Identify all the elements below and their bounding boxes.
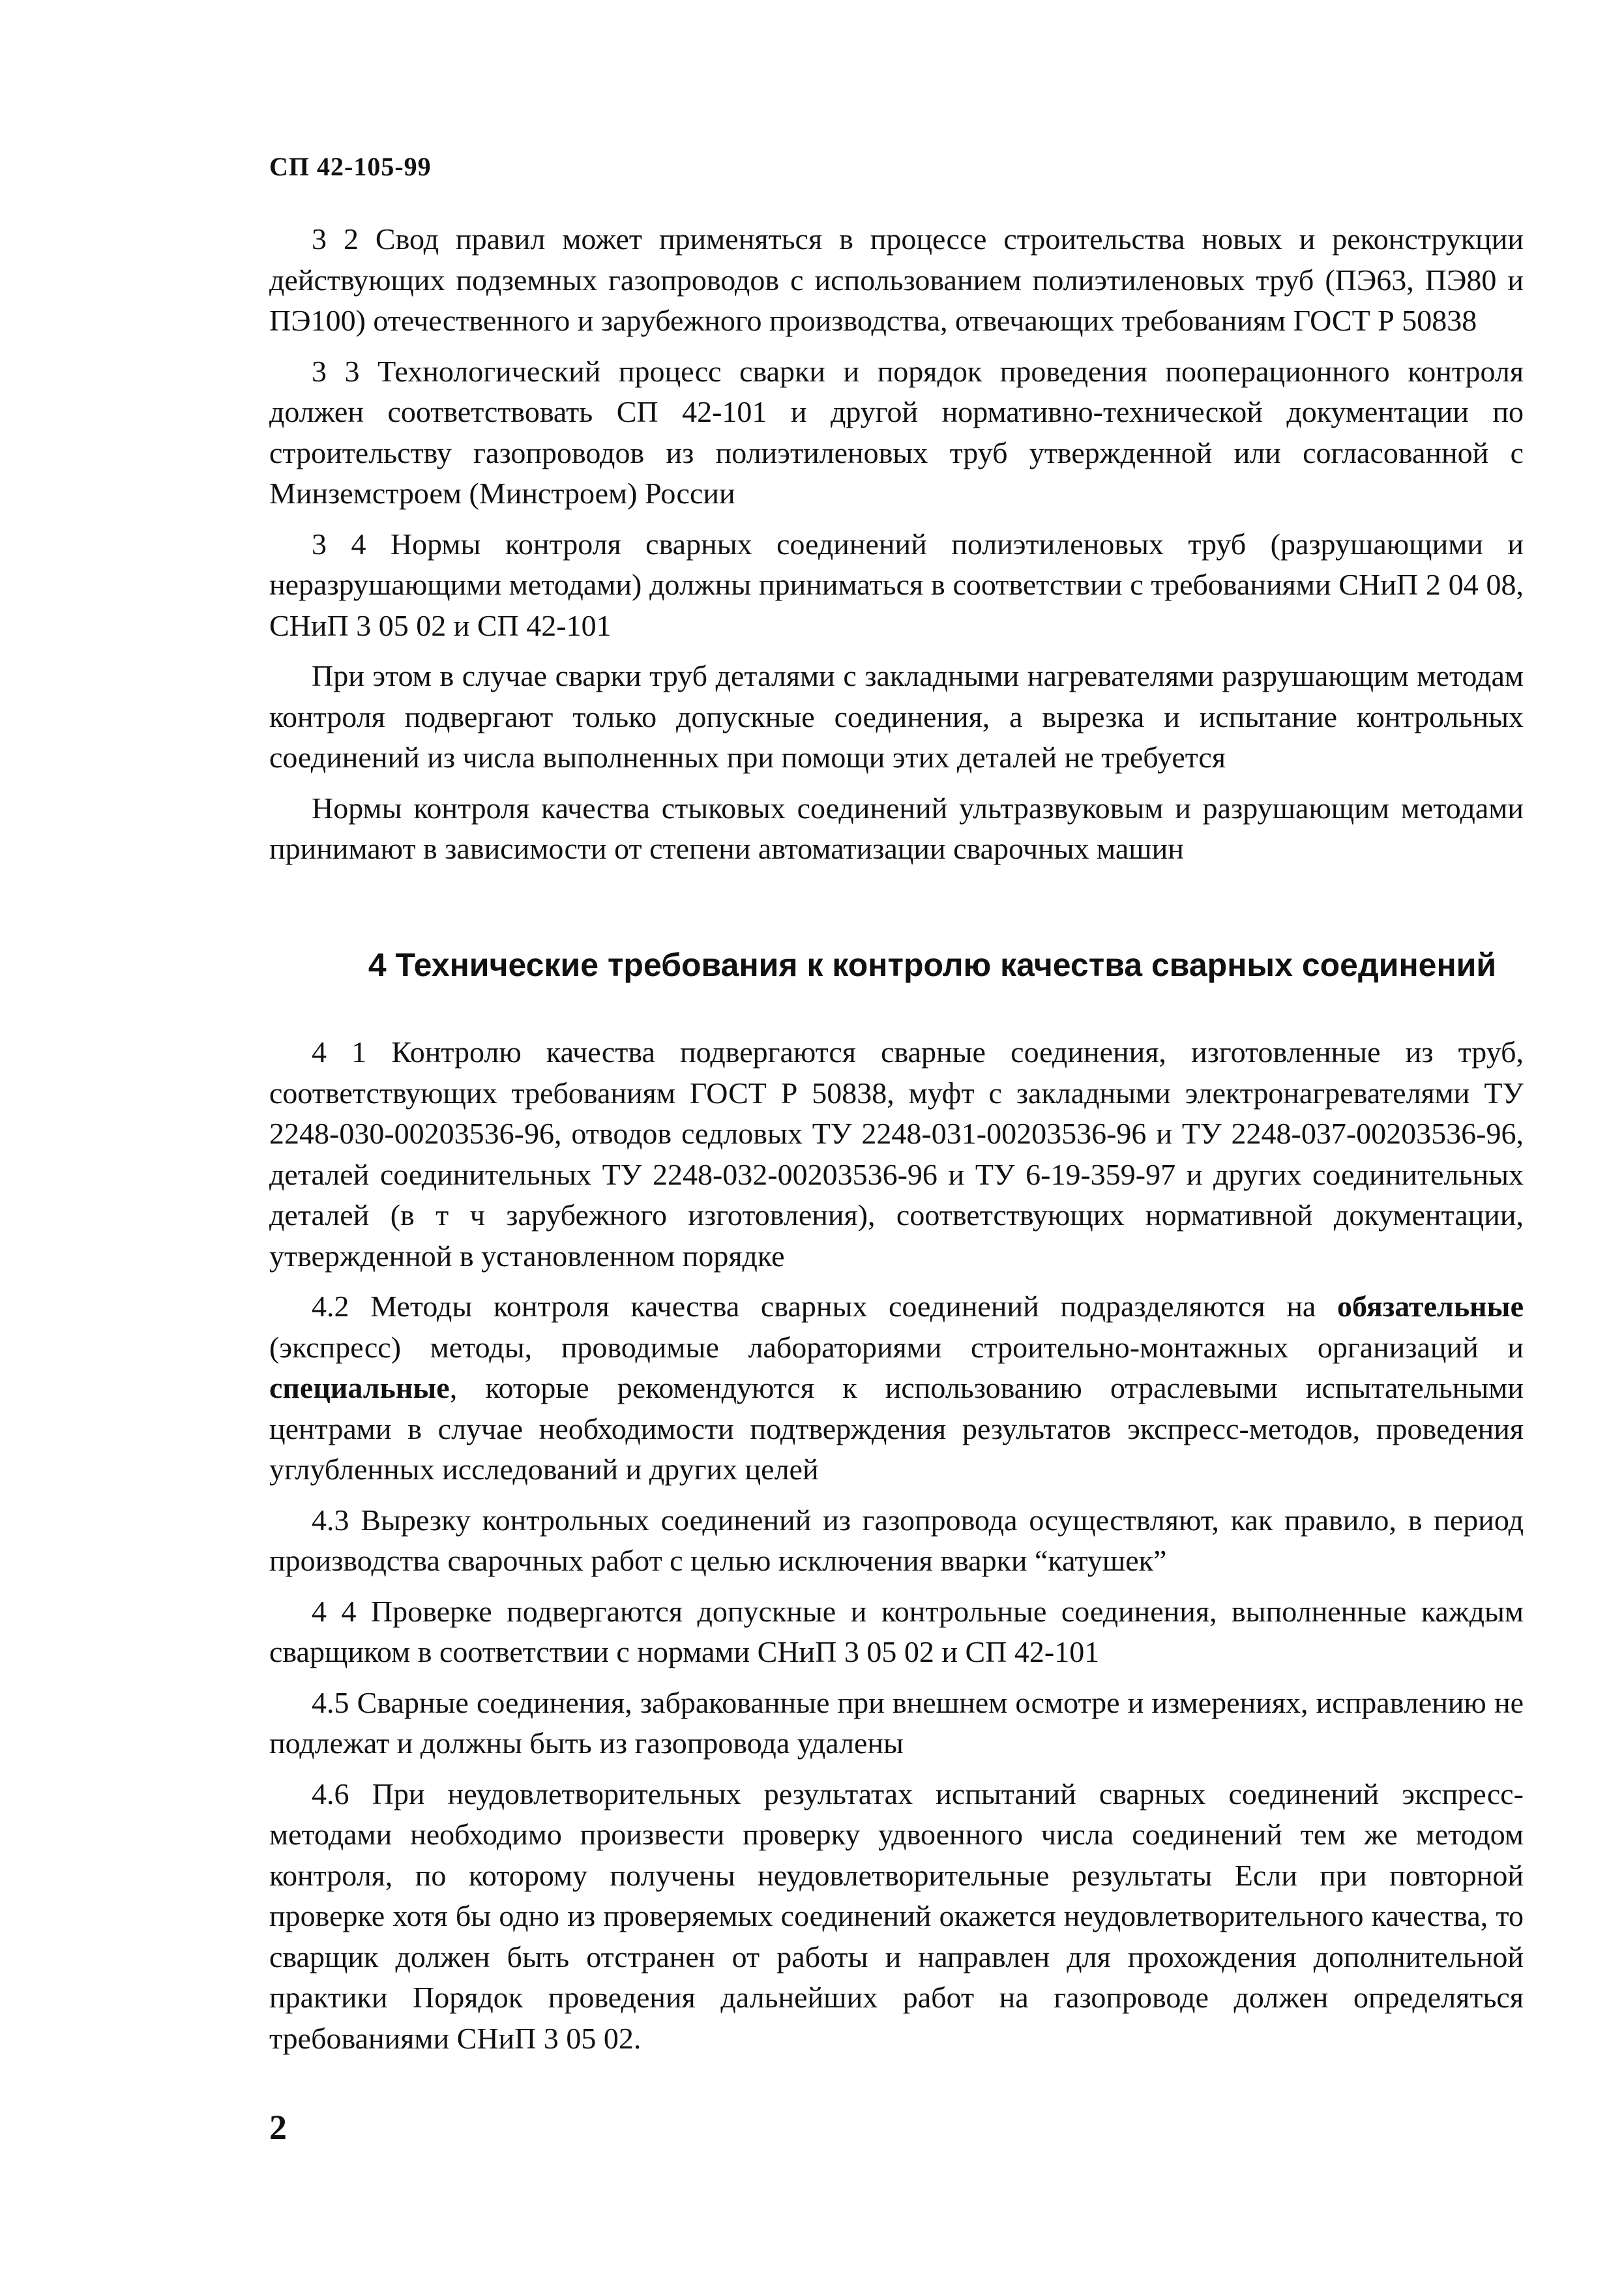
paragraph-4-2-text-1: 4.2 Методы контроля качества сварных соединений подразделяются на: [312, 1290, 1337, 1323]
section-4-body: [269, 1032, 1524, 2069]
section-3-body: [269, 219, 1524, 879]
section-4-heading: 4 Технические требования к контролю качества сварных соединений: [368, 947, 1497, 983]
paragraph-4-4: 4 4 Проверке подвергаются допускные и контрольные соединения, выполненные каждым сварщиком в соответствии с нормами СНиП 3 05 02 и СП 42-101: [269, 1594, 1524, 1668]
paragraph-3-4: 3 4 Нормы контроля сварных соединений полиэтиленовых труб (разрушающими и неразрушающими методами) должны приниматься в соответствии с требованиями СНиП 2 04 08, СНиП 3 05 02 и СП 42-101: [269, 527, 1524, 642]
paragraph-4-2: [269, 1286, 1524, 1490]
paragraph-4-6: 4.6 При неудовлетворительных результатах испытаний сварных соединений экспресс-методами необходимо произвести проверку удвоенного числа соединений тем же методом контроля, по которому получены неудовлетворительные результаты Если при повторной проверке хотя бы одно из проверяемых соединений окажется неудовлетворительного качества, то сварщик должен быть отстранен от работы и направлен для прохождения дополнительной практики Порядок проведения дальнейших работ на газопроводе должен определяться требованиями СНиП 3 05 02.: [269, 1777, 1524, 2055]
paragraph-3-3: 3 3 Технологический процесс сварки и порядок проведения пооперационного контроля должен соответствовать СП 42-101 и другой нормативно-технической документации по строительству газопроводов из полиэтиленовых труб утвержденной или согласованной с Минземстроем (Минстроем) России: [269, 354, 1524, 510]
paragraph-4-2-text-2: (экспресс) методы, проводимые лабораториями строительно-монтажных организаций и: [269, 1330, 1524, 1364]
paragraph-3-2: 3 2 Свод правил может применяться в процессе строительства новых и реконструкции действующих подземных газопроводов с использованием полиэтиленовых труб (ПЭ63, ПЭ80 и ПЭ100) отечественного и зарубежного производства, отвечающих требованиям ГОСТ Р 50838: [269, 222, 1524, 337]
document-code-header: СП 42-105-99: [269, 152, 432, 181]
paragraph-4-2-bold-mandatory: обязательные: [1336, 1290, 1524, 1323]
paragraph-4-3: 4.3 Вырезку контрольных соединений из газопровода осуществляют, как правило, в период производства сварочных работ с целью исключения вварки “катушек”: [269, 1503, 1524, 1577]
page-number: 2: [269, 2108, 287, 2147]
paragraph-3-4-note: При этом в случае сварки труб деталями с закладными нагревателями разрушающим методам контроля подвергают только допускные соединения, а вырезка и испытание контрольных соединений из числа выполненных при помощи этих деталей не требуется: [269, 659, 1524, 774]
paragraph-3-4-norms: Нормы контроля качества стыковых соединений ультразвуковым и разрушающим методами принимают в зависимости от степени автоматизации сварочных машин: [269, 791, 1524, 865]
paragraph-4-1: 4 1 Контролю качества подвергаются сварные соединения, изготовленные из труб, соответствующих требованиям ГОСТ Р 50838, муфт с закладными электронагревателями ТУ 2248-030-00203536-96, отводов седловых ТУ 2248-031-00203536-96 и ТУ 2248-037-00203536-96, деталей соединительных ТУ 2248-032-00203536-96 и ТУ 6-19-359-97 и других соединительных деталей (в т ч зарубежного изготовления), соответствующих нормативной документации, утвержденной в установленном порядке: [269, 1035, 1524, 1273]
paragraph-4-5: 4.5 Сварные соединения, забракованные при внешнем осмотре и измерениях, исправлению не подлежат и должны быть из газопровода удалены: [269, 1685, 1524, 1760]
paragraph-4-2-bold-special: специальные: [269, 1371, 450, 1404]
paragraph-4-2-text-3: , которые рекомендуются к использованию отраслевыми испытательными центрами в случае необходимости подтверждения результатов экспресс-методов, проведения углубленных исследований и других целей: [269, 1371, 1524, 1486]
